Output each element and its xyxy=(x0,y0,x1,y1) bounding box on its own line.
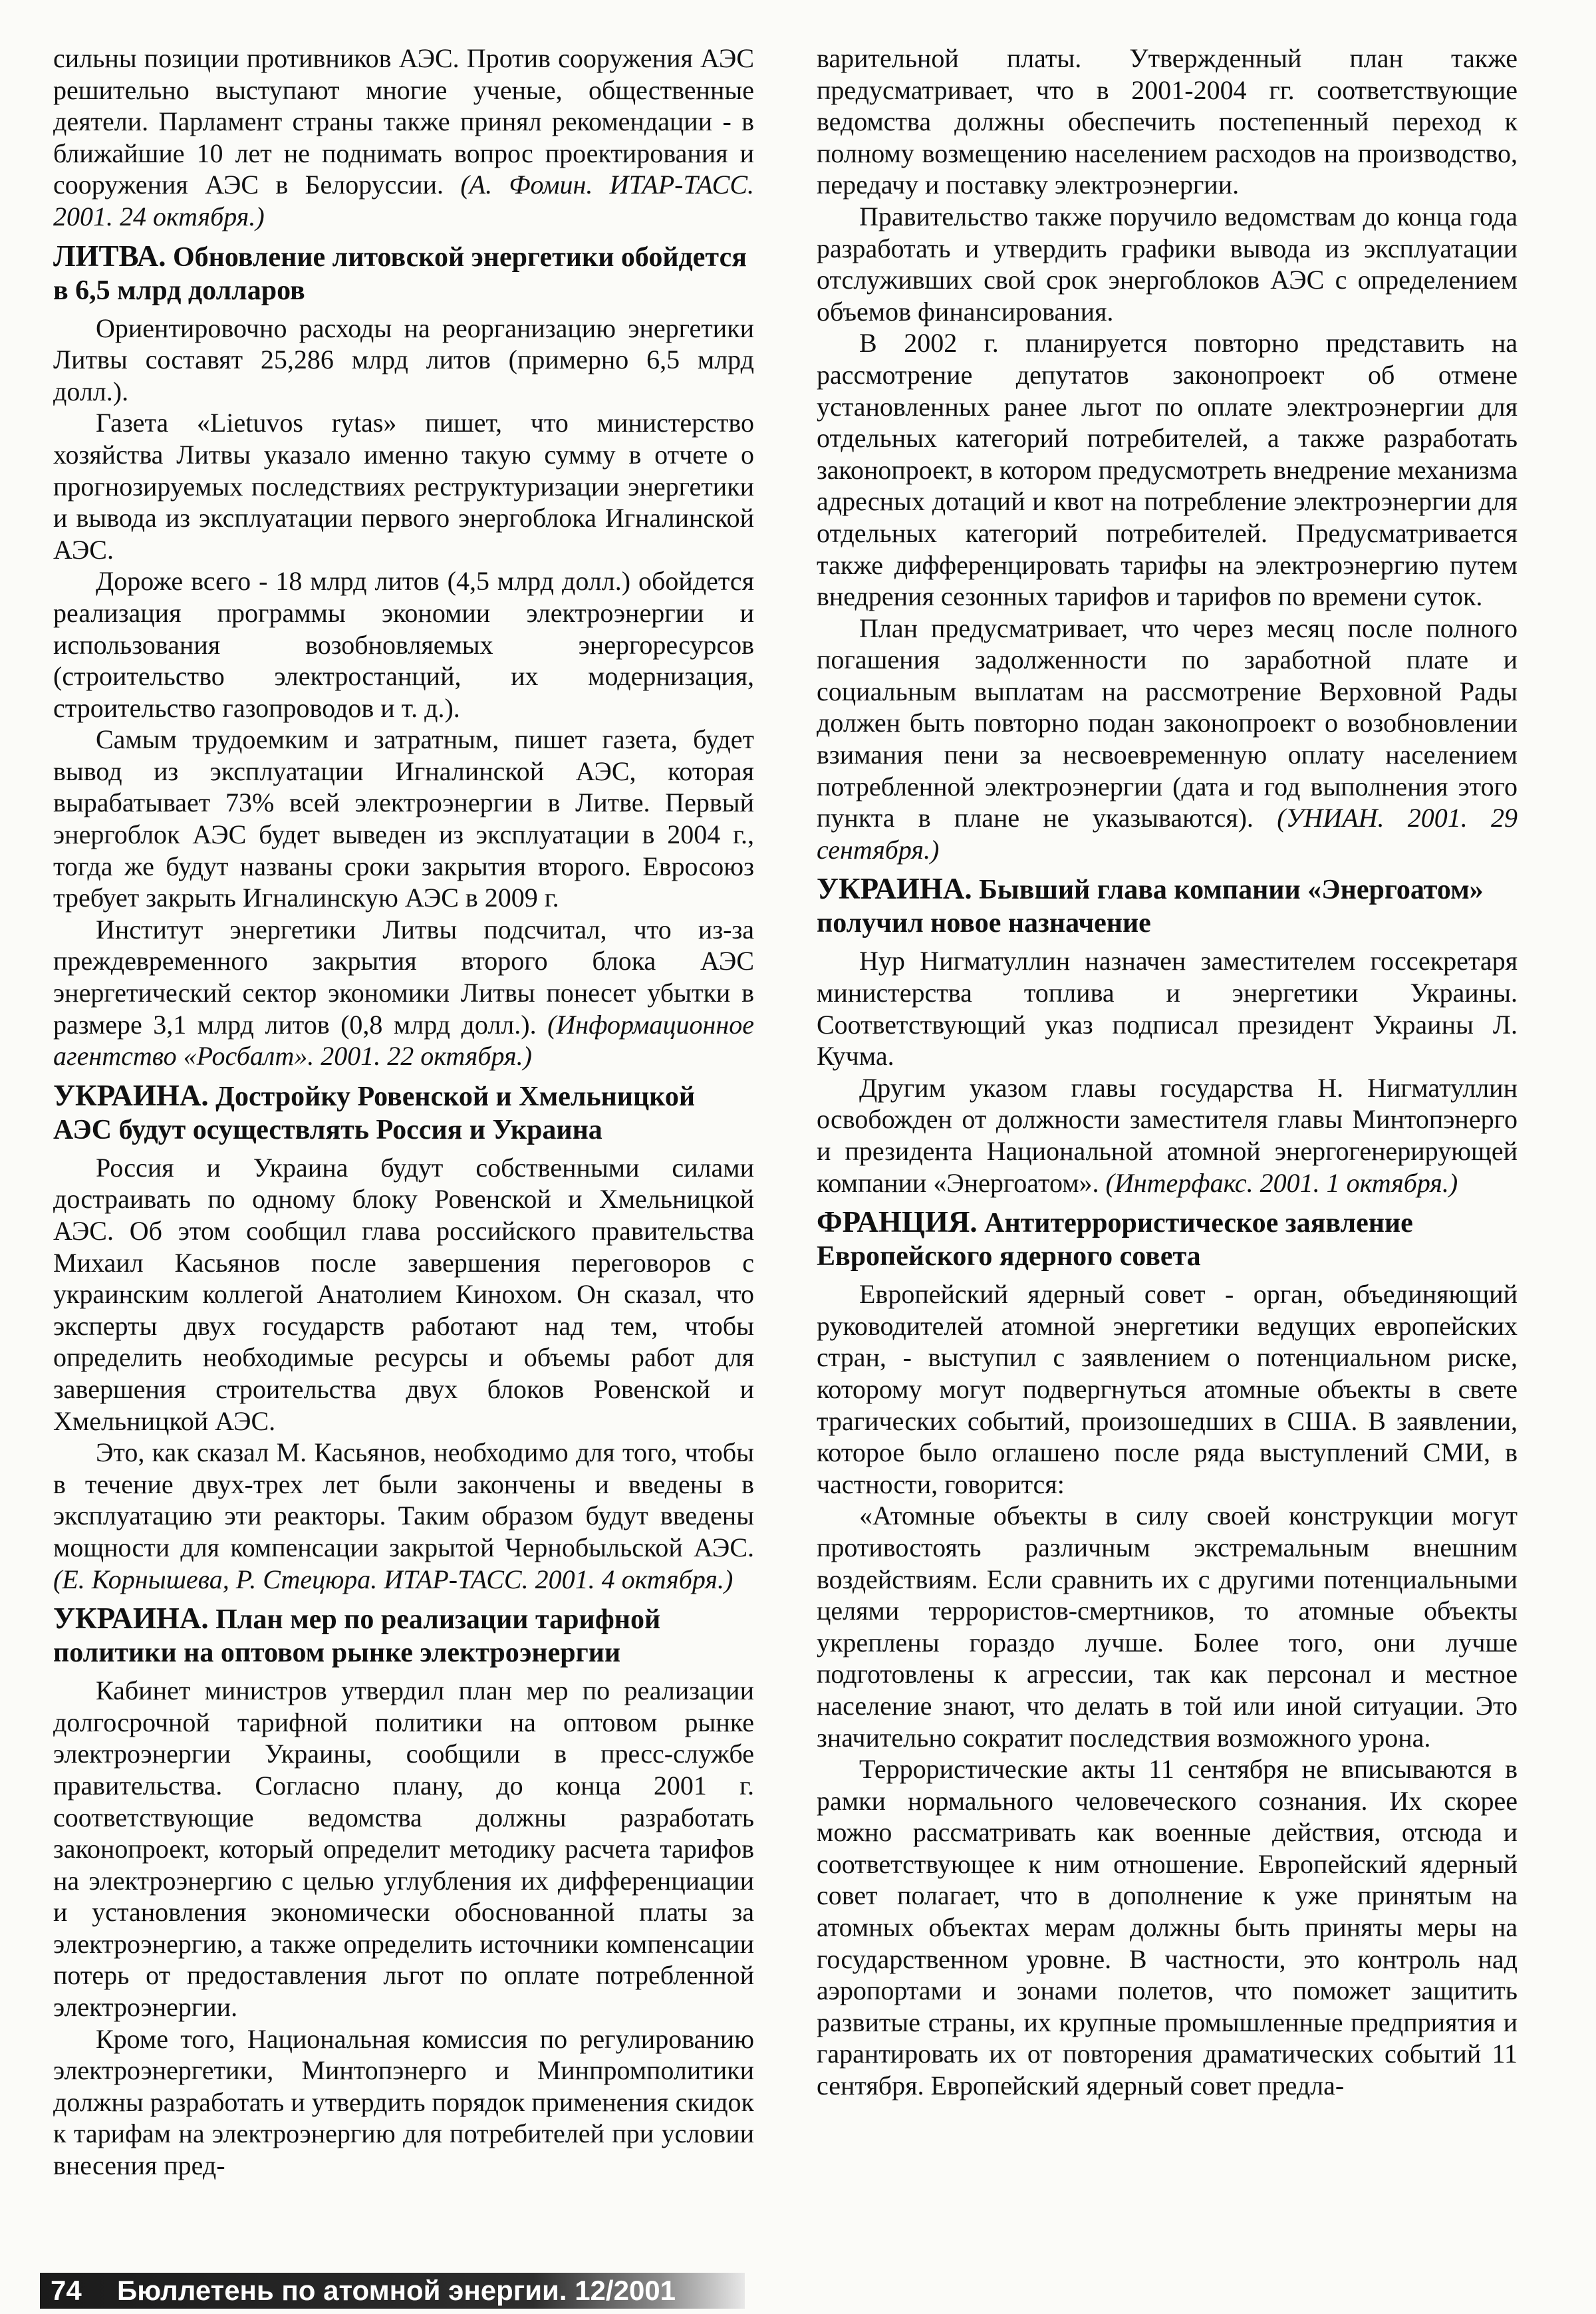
article-paragraph: Дороже всего - 18 млрд литов (4,5 млрд долл.) обойдется реализация программы экономии электроэнергии и использования возобновляемых энергоресурсов (строительство электростанций, их модернизация, строительство газопроводов и т. д.). xyxy=(53,566,754,723)
country-label: ФРАНЦИЯ. xyxy=(817,1205,978,1239)
article-heading-france xyxy=(817,1205,1518,1273)
article-paragraph: Газета «Lietuvos rytas» пишет, что министерство хозяйства Литвы указало именно такую сумму в отчете о прогнозируемых последствиях реструктуризации энергетики и вывода из эксплуатации первого энергоблока Игналинской АЭС. xyxy=(53,408,754,565)
article-paragraph: Кроме того, Национальная комиссия по регулированию электроэнергетики, Минтопэнерго и Минпромполитики должны разработать и утвердить порядок применения скидок к тарифам на электроэнергию для потребителей при условии внесения пред- xyxy=(53,2023,754,2181)
article-title: План мер по реализации тарифной политики на оптовом рынке электроэнергии xyxy=(53,1604,661,1669)
article-title: Антитеррористическое заявление Европейского ядерного совета xyxy=(817,1208,1413,1272)
article-heading-ukraine-energoatom xyxy=(817,872,1518,940)
article-paragraph: Другим указом главы государства Н. Нигматуллин освобожден от должности заместителя главы Минтопэнерго и президента Национальной атомной энергогенерирующей компании «Энергоатом». (Интерфакс. 2001. 1 октября.) xyxy=(817,1072,1518,1198)
article-heading-lithuania xyxy=(53,239,754,307)
article-heading-ukraine-tariffs xyxy=(53,1602,754,1669)
article-paragraph: Европейский ядерный совет - орган, объединяющий руководителей атомной энергетики ведущих европейских стран, - выступил с заявлением о потенциальном риске, которому могут подвергнуться атомные объекты в свете трагических событий, произошедших в США. В заявлении, которое было оглашено после ряда выступлений СМИ, в частности, говорится: xyxy=(817,1279,1518,1499)
country-label: ЛИТВА. xyxy=(53,239,166,273)
journal-title: Бюллетень по атомной энергии. 12/2001 xyxy=(117,2275,676,2306)
article-paragraph: Правительство также поручило ведомствам до конца года разработать и утвердить графики вывода из эксплуатации отслуживших свой срок энергоблоков АЭС с определением объемов финансирования. xyxy=(817,201,1518,327)
article-paragraph: Кабинет министров утвердил план мер по реализации долгосрочной тарифной политики на оптовом рынке электроэнергии Украины, сообщили в пресс-службе правительства. Согласно плану, до конца 2001 г. соответствующие ведомства должны разработать законопроект, который определит методику расчета тарифов на электроэнергию с целью углубления их дифференциации и установления экономически обоснованной платы за электроэнергию, а также определить источники компенсации потерь от предоставления льгот по оплате потребленной электроэнергии. xyxy=(53,1675,754,2023)
article-title: Обновление литовской энергетики обойдется в 6,5 млрд долларов xyxy=(53,241,747,306)
right-column xyxy=(817,43,1518,2257)
article-heading-ukraine-reactors xyxy=(53,1079,754,1147)
article-paragraph: Институт энергетики Литвы подсчитал, что из-за преждевременного закрытия второго блока АЭС энергетический сектор экономики Литвы понесет убытки в размере 3,1 млрд литов (0,8 млрд долл.). (Информационное агентство «Росбалт». 2001. 22 октября.) xyxy=(53,914,754,1072)
country-label: УКРАИНА. xyxy=(53,1078,209,1112)
source-citation: (Е. Корнышева, Р. Стецюра. ИТАР-ТАСС. 2001. 4 октября.) xyxy=(53,1564,733,1594)
article-title: Достройку Ровенской и Хмельницкой АЭС будут осуществлять Россия и Украина xyxy=(53,1081,696,1145)
page-footer xyxy=(40,2273,745,2309)
left-column xyxy=(53,43,754,2257)
article-paragraph: Россия и Украина будут собственными силами достраивать по одному блоку Ровенской и Хмельницкой АЭС. Об этом сообщил глава российского правительства Михаил Касьянов после завершения переговоров с украинским коллегой Анатолием Кинохом. Он сказал, что эксперты двух государств работают над тем, чтобы определить необходимые ресурсы и объемы работ для завершения строительства двух блоков Ровенской и Хмельницкой АЭС. xyxy=(53,1152,754,1436)
source-citation: (Информационное агентство «Росбалт». 2001. 22 октября.) xyxy=(53,1009,754,1072)
article-title: Бывший глава компании «Энергоатом» получил новое назначение xyxy=(817,875,1484,939)
article-paragraph: Террористические акты 11 сентября не вписываются в рамки нормального человеческого сознания. Их скорее можно рассматривать как военные действия, отсюда и соответствующее к ним отношение. Европейский ядерный совет полагает, что в дополнение к уже принятым на атомных объектах мерам должны быть приняты меры на государственном уровне. В частности, это контроль над аэропортами и зонами полетов, что поможет защитить развитые страны, их крупные промышленные предприятия и гарантировать их от повторения драматических событий 11 сентября. Европейский ядерный совет предла- xyxy=(817,1754,1518,2101)
article-paragraph: Нур Нигматуллин назначен заместителем госсекретаря министерства топлива и энергетики Украины. Соответствующий указ подписал президент Украины Л. Кучма. xyxy=(817,946,1518,1072)
article-paragraph: В 2002 г. планируется повторно представить на рассмотрение депутатов законопроект об отмене установленных ранее льгот по оплате электроэнергии для отдельных категорий потребителей, а также разработать законопроект, в котором предусмотреть внедрение механизма адресных дотаций и квот на потребление электроэнергии для отдельных категорий потребителей. Предусматривается также дифференцировать тарифы на электроэнергию путем внедрения сезонных тарифов и тарифов по времени суток. xyxy=(817,328,1518,612)
source-citation: (А. Фомин. ИТАР-ТАСС. 2001. 24 октября.) xyxy=(53,170,754,231)
article-paragraph: сильны позиции противников АЭС. Против сооружения АЭС решительно выступают многие ученые, общественные деятели. Парламент страны также принял рекомендации - в ближайшие 10 лет не поднимать вопрос проектирования и сооружения АЭС в Белоруссии. (А. Фомин. ИТАР-ТАСС. 2001. 24 октября.) xyxy=(53,43,754,231)
source-citation: (УНИАН. 2001. 29 сентября.) xyxy=(817,803,1518,865)
article-paragraph: Это, как сказал М. Касьянов, необходимо для того, чтобы в течение двух-трех лет были закончены и введены в эксплуатацию эти реакторы. Таким образом будут введены мощности для компенсации закрытой Чернобыльской АЭС. (Е. Корнышева, Р. Стецюра. ИТАР-ТАСС. 2001. 4 октября.) xyxy=(53,1437,754,1594)
article-paragraph: варительной платы. Утвержденный план также предусматривает, что в 2001-2004 гг. соответствующие ведомства должны обеспечить постепенный переход к полному возмещению населением расходов на производство, передачу и поставку электроэнергии. xyxy=(817,43,1518,200)
article-paragraph: Самым трудоемким и затратным, пишет газета, будет вывод из эксплуатации Игналинской АЭС, которая вырабатывает 73% всей электроэнергии в Литве. Первый энергоблок АЭС будет выведен из эксплуатации в 2004 г., тогда же будут названы сроки закрытия второго. Евросоюз требует закрыть Игналинскую АЭС в 2009 г. xyxy=(53,724,754,913)
article-paragraph: План предусматривает, что через месяц после полного погашения задолженности по заработной плате и социальным выплатам на рассмотрение Верховной Рады должен быть повторно подан законопроект о возобновлении взимания пени за несвоевременную оплату населением потребленной электроэнергии (дата и год выполнения этого пункта в плане не указываются). (УНИАН. 2001. 29 сентября.) xyxy=(817,613,1518,865)
article-paragraph: Ориентировочно расходы на реорганизацию энергетики Литвы составят 25,286 млрд литов (примерно 6,5 млрд долл.). xyxy=(53,313,754,406)
source-citation: (Интерфакс. 2001. 1 октября.) xyxy=(1105,1167,1458,1198)
country-label: УКРАИНА. xyxy=(817,872,972,906)
country-label: УКРАИНА. xyxy=(53,1602,209,1636)
page-number: 74 xyxy=(51,2275,82,2306)
article-paragraph: «Атомные объекты в силу своей конструкции могут противостоять различным экстремальным внешним воздействиям. Если сравнить их с другими потенциальными целями террористов-смертников, то атомные объекты укреплены гораздо лучше. Более того, они лучше подготовлены к агрессии, так как персонал и местное население знают, что делать в той или иной ситуации. Это значительно сократит последствия возможного урона. xyxy=(817,1501,1518,1753)
